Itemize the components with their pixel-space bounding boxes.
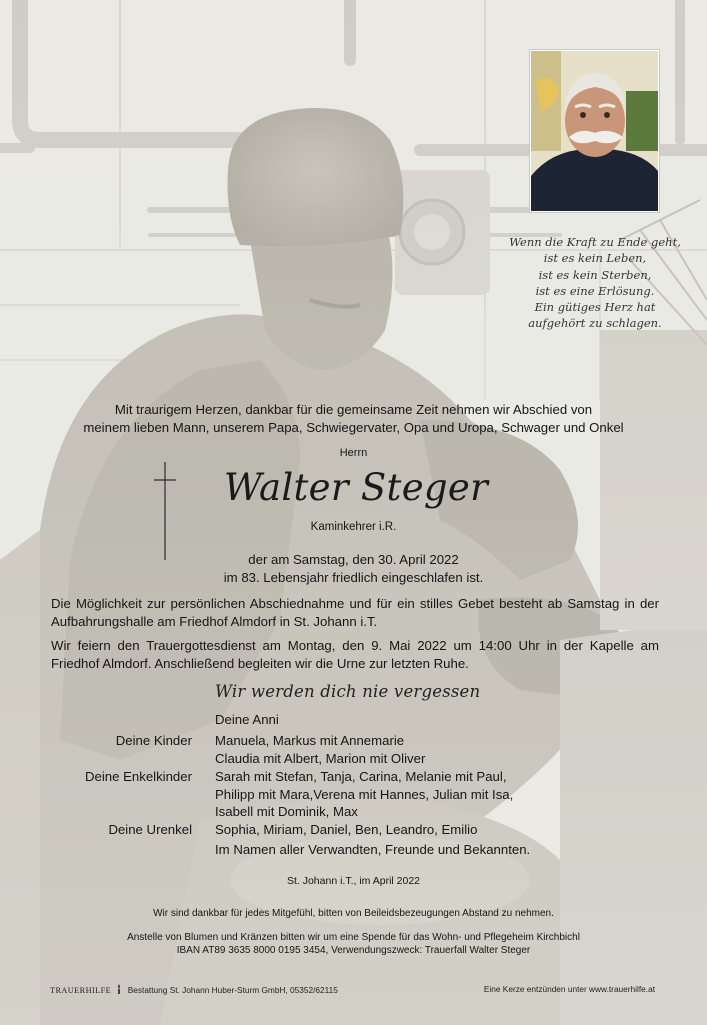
donation-note (0, 932, 707, 957)
thanks-note: Wir sind dankbar für jedes Mitgefühl, bitten von Beileidsbezeugungen Abstand zu nehmen. (153, 908, 554, 919)
death-line: der am Samstag, den 30. April 2022 (248, 552, 459, 567)
poem-line: aufgehört zu schlagen. (528, 316, 662, 331)
poem-line: Wenn die Kraft zu Ende geht, (509, 235, 681, 249)
donation-line: IBAN AT89 3635 8000 0195 3454, Verwendungszweck: Trauerfall Walter Steger (176, 944, 531, 956)
deceased-occupation: Kaminkehrer i.R. (310, 521, 397, 533)
intro-line: meinem lieben Mann, unserem Papa, Schwiegervater, Opa und Uropa, Schwager und Onkel (83, 419, 624, 435)
footer-undertaker (50, 984, 338, 995)
candle-link[interactable]: Eine Kerze entzünden unter www.trauerhilfe.at (483, 984, 655, 994)
farewell-line: Die Möglichkeit zur persönlichen Abschiednahme und für ein stilles Gebet besteht ab Samstag in der (51, 596, 659, 611)
great-grandchildren-names (215, 821, 655, 839)
grandchildren-line: Isabell mit Dominik, Max (215, 804, 358, 819)
trauerhilfe-logo-icon (115, 984, 123, 994)
grandchildren-names (215, 768, 655, 821)
grandchildren-label: Deine Enkelkinder (84, 769, 192, 784)
death-line: im 83. Lebensjahr friedlich eingeschlafen ist. (223, 569, 484, 585)
great-grandchildren-label: Deine Urenkel (108, 822, 192, 837)
farewell-line: Aufbahrungshalle am Friedhof Almdorf in St. Johann i.T. (51, 613, 378, 629)
children-names (215, 732, 655, 767)
service-line: Friedhof Almdorf. Anschließend begleiten wir die Urne zur letzten Ruhe. (51, 655, 469, 671)
poem (500, 234, 690, 332)
service-paragraph (51, 637, 659, 672)
service-line: Wir feiern den Trauergottesdienst am Montag, den 9. Mai 2022 um 14:00 Uhr in der Kapelle am (51, 638, 659, 653)
deceased-name: Walter Steger (223, 466, 489, 509)
farewell-paragraph (51, 595, 659, 630)
relatives-line: Im Namen aller Verwandten, Freunde und Bekannten. (215, 842, 531, 857)
portrait-photo (530, 50, 659, 212)
death-notice (0, 551, 707, 586)
salutation: Herrn (339, 447, 368, 459)
children-line: Claudia mit Albert, Marion mit Oliver (215, 750, 426, 766)
poem-line: ist es kein Sterben, (538, 267, 652, 282)
undertaker-info: Bestattung St. Johann Huber-Sturm GmbH, 05352/62115 (127, 985, 338, 995)
grandchildren-line: Philipp mit Mara,Verena mit Hannes, Julian mit Isa, (215, 786, 514, 802)
donation-line: Anstelle von Blumen und Kränzen bitten wir um eine Spende für das Wohn- und Pflegeheim Kirchbichl (127, 932, 580, 943)
never-forget-heading: Wir werden dich nie vergessen (215, 682, 481, 701)
children-line: Manuela, Markus mit Annemarie (215, 733, 405, 748)
grandchildren-line: Sarah mit Stefan, Tanja, Carina, Melanie mit Paul, (215, 769, 507, 784)
intro-line: Mit traurigem Herzen, dankbar für die gemeinsame Zeit nehmen wir Abschied von (114, 402, 593, 417)
place-date: St. Johann i.T., im April 2022 (286, 875, 421, 887)
poem-line: ist es kein Leben, (543, 251, 647, 266)
spouse: Deine Anni (215, 712, 279, 727)
intro-text (0, 401, 707, 436)
children-label: Deine Kinder (115, 733, 192, 748)
poem-line: Ein gütiges Herz hat (534, 300, 656, 315)
great-grandchildren-line: Sophia, Miriam, Daniel, Ben, Leandro, Emilio (215, 822, 478, 837)
brand-name: TRAUERHILFE (50, 986, 112, 995)
poem-line: ist es eine Erlösung. (535, 283, 655, 298)
